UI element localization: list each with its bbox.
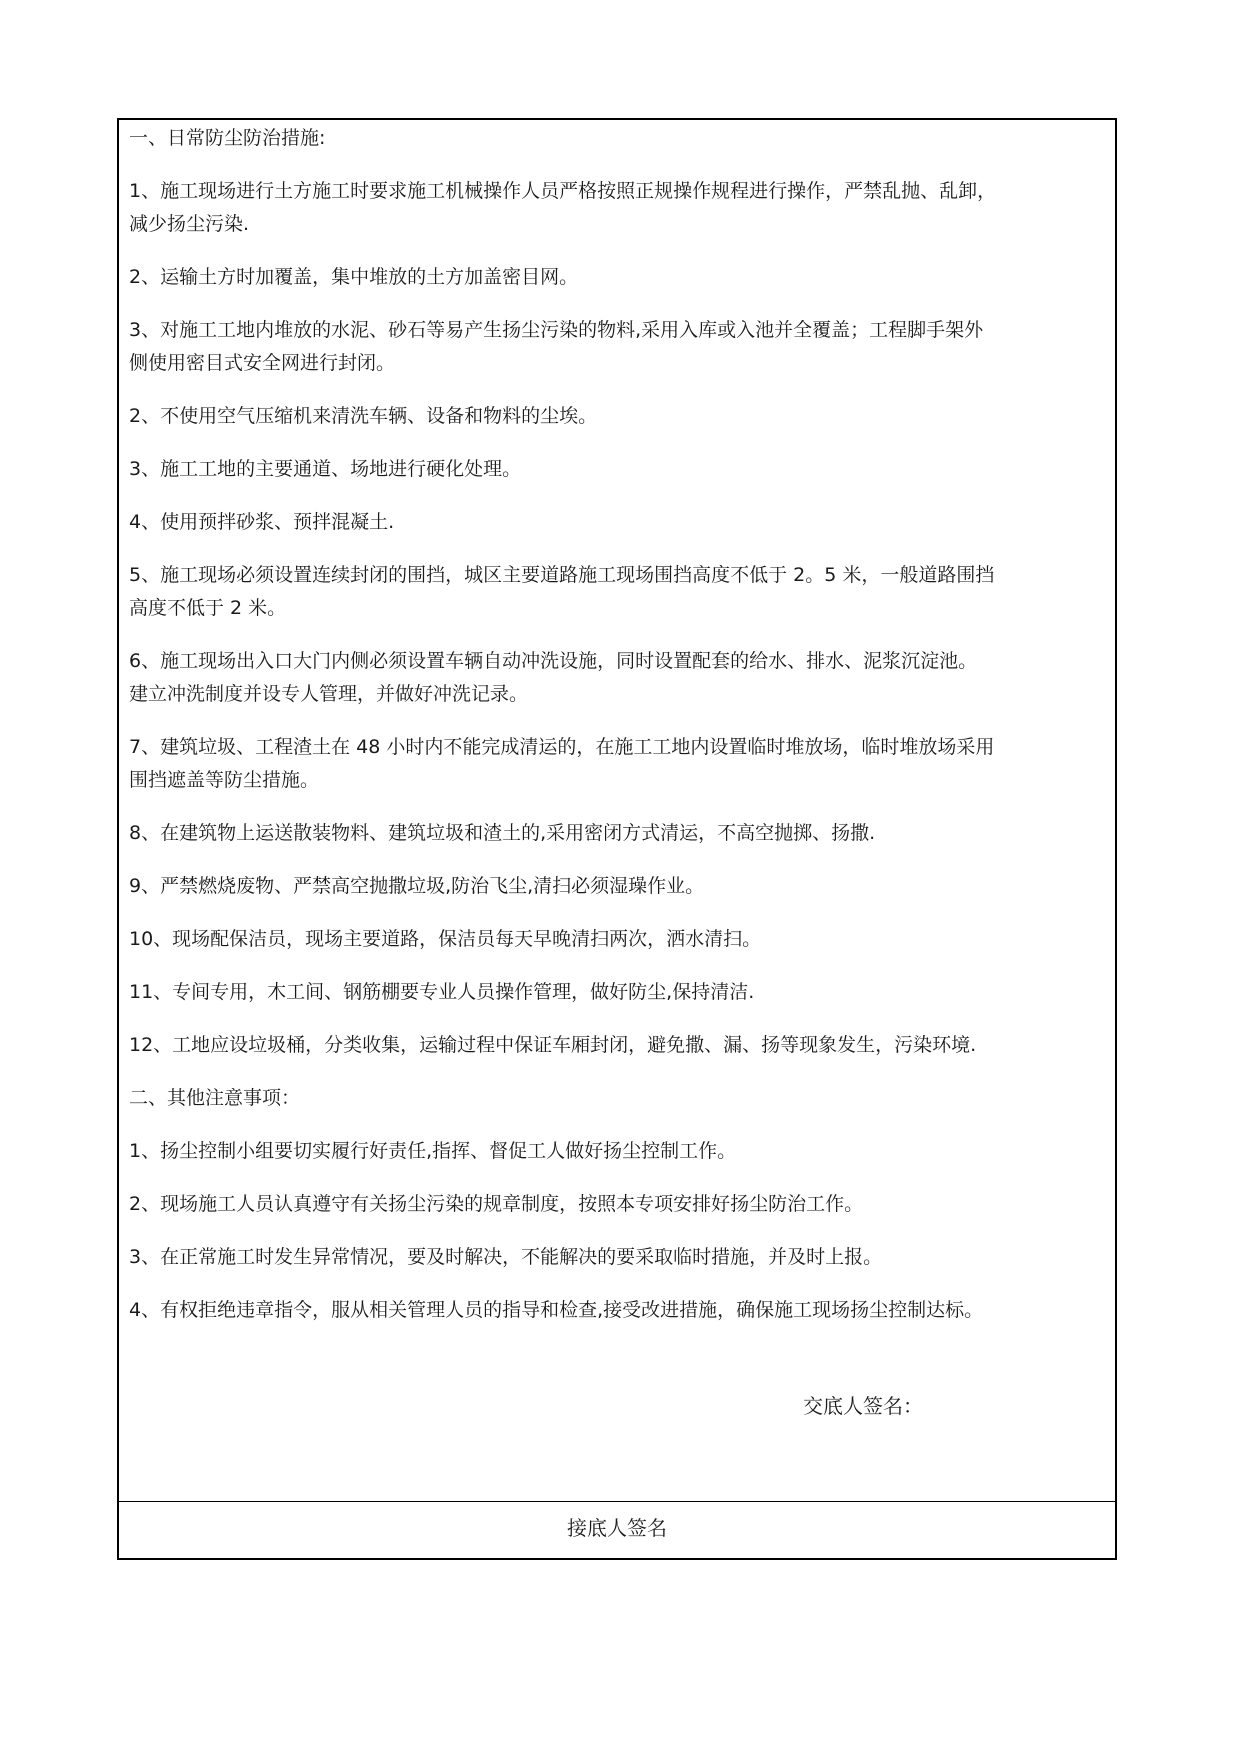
receiver-signature-label: 接底人签名 (567, 1516, 667, 1540)
item-line: 侧使用密目式安全网进行封闭。 (129, 352, 396, 374)
presenter-signature-label: 交底人签名： (803, 1394, 923, 1418)
section1-item (129, 923, 1105, 956)
item-line: 7、建筑垃圾、工程渣土在 48 小时内不能完成清运的，在施工工地内设置临时堆放场，临时堆放场采用 (129, 736, 995, 758)
item-line: 2、运输土方时加覆盖，集中堆放的土方加盖密目网。 (129, 266, 579, 288)
section1-item (129, 559, 1105, 625)
item-line: 建立冲洗制度并设专人管理，并做好冲洗记录。 (129, 683, 529, 705)
section1-item (129, 175, 1105, 241)
item-line: 8、在建筑物上运送散装物料、建筑垃圾和渣土的,采用密闭方式清运，不高空抛掷、扬撒. (129, 822, 876, 844)
item-line: 9、严禁燃烧废物、严禁高空抛撒垃圾,防治飞尘,清扫必须湿璪作业。 (129, 875, 705, 897)
item-line: 3、施工工地的主要通道、场地进行硬化处理。 (129, 458, 522, 480)
item-line: 高度不低于 2 米。 (129, 597, 287, 619)
item-line: 2、不使用空气压缩机来清洗车辆、设备和物料的尘埃。 (129, 405, 598, 427)
section1-item (129, 817, 1105, 850)
section1-item (129, 870, 1105, 903)
section1-item (129, 314, 1105, 380)
item-line: 4、有权拒绝违章指令，服从相关管理人员的指导和检查,接受改进措施，确保施工现场扬尘控制达标。 (129, 1299, 984, 1321)
item-line: 5、施工现场必须设置连续封闭的围挡，城区主要道路施工现场围挡高度不低于 2。5 米，一般道路围挡 (129, 564, 995, 586)
section1-item (129, 400, 1105, 433)
item-line: 围挡遮盖等防尘措施。 (129, 769, 320, 791)
item-line: 2、现场施工人员认真遵守有关扬尘污染的规章制度，按照本专项安排好扬尘防治工作。 (129, 1193, 864, 1215)
item-line: 减少扬尘污染. (129, 213, 250, 235)
section1-item (129, 261, 1105, 294)
item-line: 6、施工现场出入口大门内侧必须设置车辆自动冲洗设施，同时设置配套的给水、排水、泥浆沉淀池。 (129, 650, 978, 672)
item-line: 3、在正常施工时发生异常情况，要及时解决，不能解决的要采取临时措施，并及时上报。 (129, 1246, 883, 1268)
section1-item (129, 453, 1105, 486)
section1-item (129, 731, 1105, 797)
section2-item (129, 1188, 1105, 1221)
section1-item (129, 506, 1105, 539)
section2-item (129, 1241, 1105, 1274)
disclosure-table (117, 118, 1117, 1560)
item-line: 12、工地应设垃圾桶，分类收集，运输过程中保证车厢封闭，避免撒、漏、扬等现象发生，污染环境. (129, 1034, 977, 1056)
item-line: 10、现场配保洁员，现场主要道路，保洁员每天早晚清扫两次，洒水清扫。 (129, 928, 762, 950)
section2-item (129, 1135, 1105, 1168)
section2-item (129, 1294, 1105, 1327)
item-line: 1、扬尘控制小组要切实履行好责任,指挥、督促工人做好扬尘控制工作。 (129, 1140, 737, 1162)
section1-item (129, 645, 1105, 711)
item-line: 3、对施工工地内堆放的水泥、砂石等易产生扬尘污染的物料,采用入库或入池并全覆盖；工程脚手架外 (129, 319, 984, 341)
section1-item (129, 976, 1105, 1009)
item-line: 11、专间专用，木工间、钢筋棚要专业人员操作管理，做好防尘,保持清洁. (129, 981, 755, 1003)
item-line: 4、使用预拌砂浆、预拌混凝土. (129, 511, 395, 533)
receiver-signature-cell (119, 1502, 1115, 1558)
item-line: 1、施工现场进行土方施工时要求施工机械操作人员严格按照正规操作规程进行操作，严禁乱抛、乱卸， (129, 180, 997, 202)
section2-heading: 二、其他注意事项： (129, 1087, 301, 1109)
measures-cell (119, 120, 1115, 1502)
section1-item (129, 1029, 1105, 1062)
section1-heading: 一、日常防尘防治措施: (129, 127, 326, 149)
